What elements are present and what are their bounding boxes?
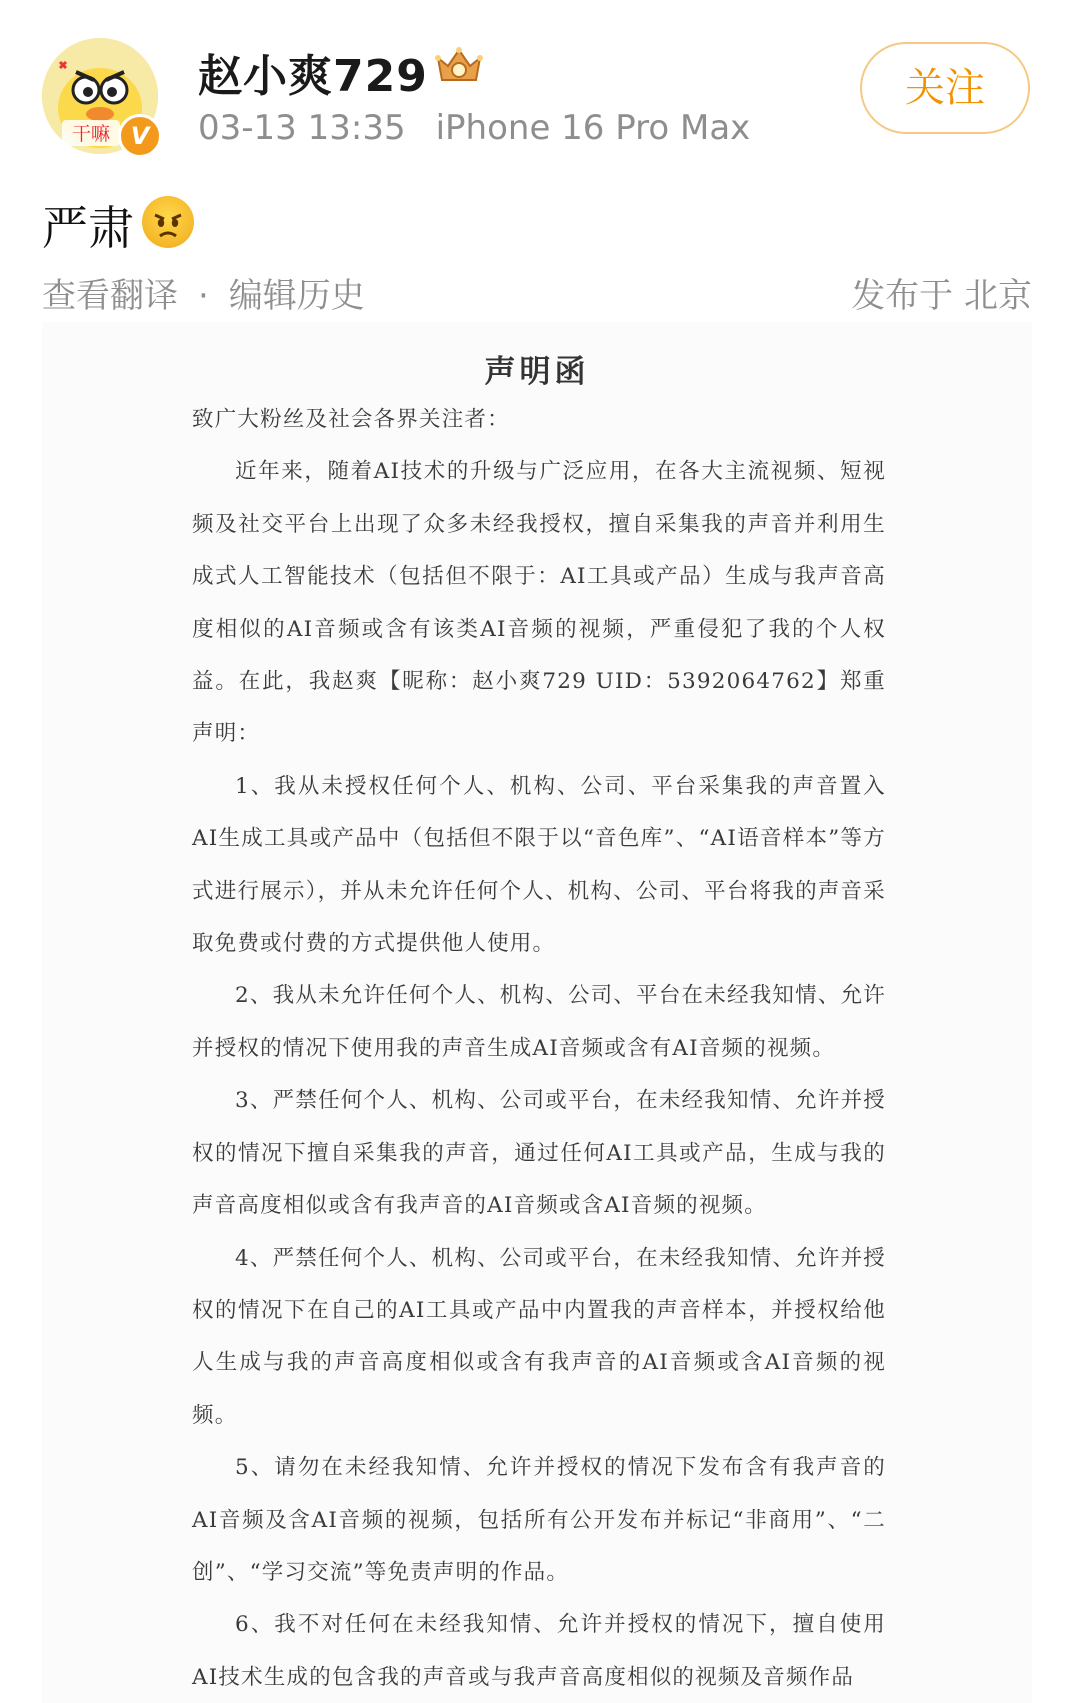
crown-badge-icon[interactable]: [432, 44, 486, 90]
post-timestamp: 03-13 13:35: [198, 108, 406, 148]
document-body: [192, 394, 886, 1703]
separator: ·: [198, 276, 209, 316]
follow-button[interactable]: 关注: [860, 42, 1030, 134]
post-text: 严肃: [42, 201, 134, 255]
translate-link[interactable]: 查看翻译: [42, 276, 178, 316]
document-paragraph: 4、严禁任何个人、机构、公司或平台，在未经我知情、允许并授权的情况下在自己的AI工具或产品中内置我的声音样本，并授权给他人生成与我的声音高度相似或含有我声音的AI音频或含AI音频的视频。: [192, 1245, 886, 1428]
avatar-caption: 干嘛: [71, 123, 111, 145]
post-actions: [42, 268, 365, 317]
statement-image[interactable]: [42, 322, 1032, 1703]
angry-face-emoji-icon: [142, 196, 194, 248]
post-device: iPhone 16 Pro Max: [435, 108, 751, 148]
document-paragraph: 5、请勿在未经我知情、允许并授权的情况下发布含有我声音的AI音频及含AI音频的视频，包括所有公开发布并标记“非商用”、“二创”、“学习交流”等免责声明的作品。: [192, 1455, 886, 1585]
document-paragraph: 近年来，随着AI技术的升级与广泛应用，在各大主流视频、短视频及社交平台上出现了众多未经我授权，擅自采集我的声音并利用生成式人工智能技术（包括但不限于：AI工具或产品）生成与我声音高度相似的AI音频或含有该类AI音频的视频，严重侵犯了我的个人权益。在此，我赵爽【昵称：赵小爽729 UID：5392064762】郑重声明：: [192, 459, 886, 747]
verified-badge-icon: V: [118, 114, 162, 158]
document-title: 声明函: [484, 354, 590, 390]
post-meta: [198, 108, 750, 148]
post-location: 发布于 北京: [851, 276, 1032, 316]
username[interactable]: 赵小爽729: [198, 51, 428, 102]
document-paragraph: 致广大粉丝及社会各界关注者：: [192, 407, 510, 432]
edit-history-link[interactable]: 编辑历史: [228, 276, 365, 316]
document-paragraph: 6、我不对任何在未经我知情、允许并授权的情况下，擅自使用AI技术生成的包含我的声音或与我声音高度相似的视频及音频作品: [192, 1612, 886, 1690]
document-paragraph: 2、我从未允许任何个人、机构、公司、平台在未经我知情、允许并授权的情况下使用我的声音生成AI音频或含有AI音频的视频。: [192, 983, 886, 1061]
document-paragraph: 3、严禁任何个人、机构、公司或平台，在未经我知情、允许并授权的情况下擅自采集我的声音，通过任何AI工具或产品，生成与我的声音高度相似或含有我声音的AI音频或含AI音频的视频。: [192, 1088, 886, 1219]
document-paragraph: 1、我从未授权任何个人、机构、公司、平台采集我的声音置入AI生成工具或产品中（包括但不限于以“音色库”、“AI语音样本”等方式进行展示），并从未允许任何个人、机构、公司、平台将我的声音采取免费或付费的方式提供他人使用。: [192, 773, 886, 957]
